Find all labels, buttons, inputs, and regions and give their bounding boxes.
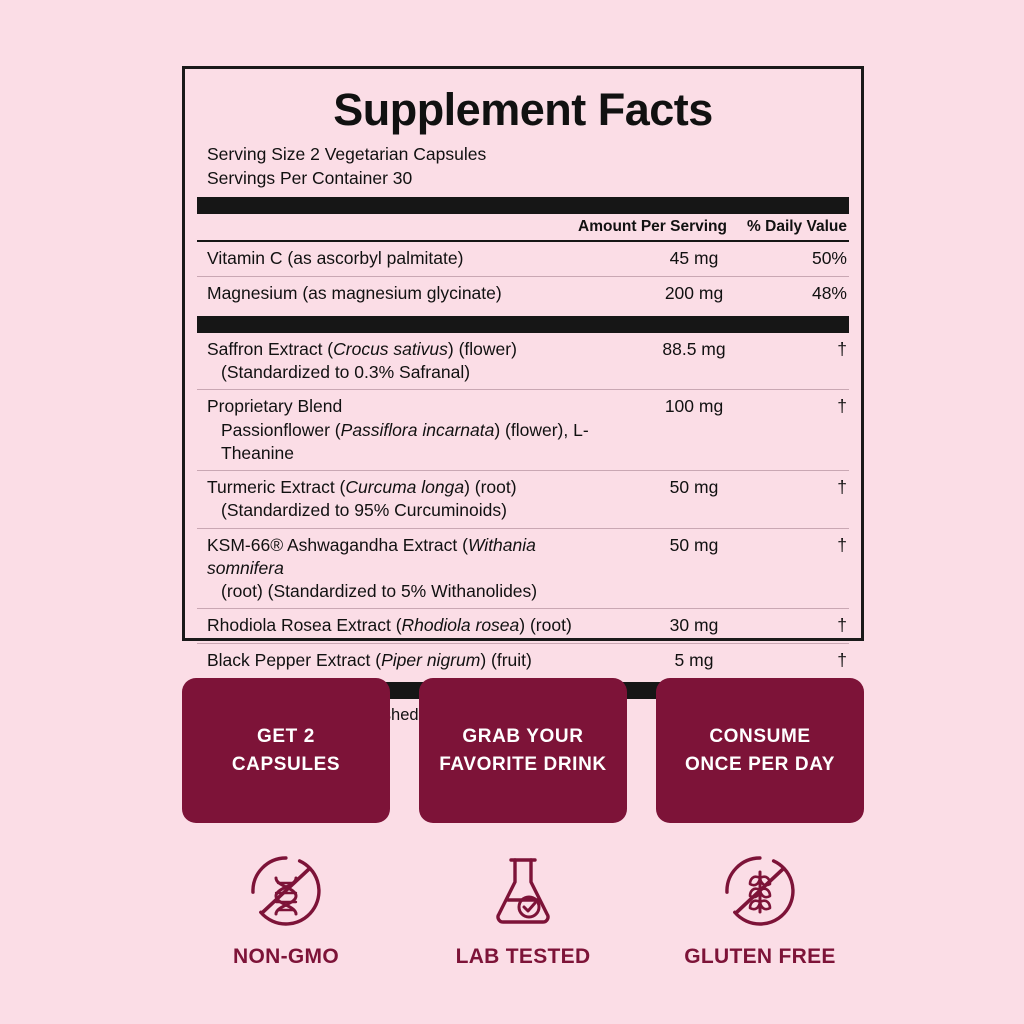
dna-no-entry-icon — [245, 845, 327, 937]
instruction-card-get-capsules — [182, 678, 390, 823]
badge-non-gmo — [182, 845, 390, 969]
instruction-card-text — [232, 723, 340, 778]
supplement-facts-panel — [182, 66, 864, 670]
nutrient-name-suffix: ) (flower) — [447, 338, 517, 359]
latin-name: Piper nigrum — [381, 649, 481, 670]
nutrient-subtext-suffix: ) (flower), L-Theanine — [221, 419, 589, 463]
nutrient-name-part: Black Pepper Extract ( — [207, 649, 382, 670]
nutrient-subtext — [207, 419, 613, 466]
instruction-line-1: GRAB YOUR — [462, 725, 584, 747]
nutrient-amount: 30 mg — [669, 615, 719, 636]
nutrient-name — [207, 534, 619, 604]
nutrient-dv: † — [837, 396, 847, 417]
nutrient-subtext: (Standardized to 0.3% Safranal) — [221, 362, 471, 383]
nutrient-name-part: Rhodiola Rosea Extract ( — [207, 615, 402, 636]
nutrient-name-suffix: ) (fruit) — [480, 649, 532, 670]
amount-per-serving-header: Amount Per Serving — [578, 218, 727, 236]
instruction-card-consume-daily — [656, 678, 864, 823]
table-row — [197, 242, 849, 275]
instruction-line-1: CONSUME — [709, 725, 811, 747]
instruction-card-text — [439, 723, 606, 778]
table-row — [197, 529, 849, 609]
badge-lab-tested — [419, 845, 627, 969]
latin-name: Passiflora incarnata — [340, 419, 495, 440]
latin-name: Curcuma longa — [345, 477, 465, 498]
nutrient-name: Vitamin C (as ascorbyl palmitate) — [207, 248, 464, 269]
nutrient-dv: 50% — [811, 248, 847, 269]
table-row — [197, 277, 849, 310]
nutrient-subtext: (Standardized to 95% Curcuminoids) — [221, 500, 507, 521]
nutrient-name-part: Saffron Extract ( — [207, 338, 334, 359]
nutrient-subtext: (root) (Standardized to 5% Withanolides) — [221, 581, 538, 602]
latin-name: Withania somnifera — [207, 534, 536, 578]
nutrient-name — [207, 338, 619, 385]
latin-name: Rhodiola rosea — [401, 615, 520, 636]
nutrient-dv: † — [837, 338, 847, 359]
nutrient-name — [207, 395, 619, 465]
nutrient-name — [207, 614, 619, 637]
servings-per-container-text: Servings Per Container 30 — [207, 168, 413, 189]
column-headers — [197, 214, 849, 240]
nutrient-name: Magnesium (as magnesium glycinate) — [207, 282, 502, 303]
instruction-card-grab-drink — [419, 678, 627, 823]
table-row — [197, 609, 849, 642]
nutrient-subtext-prefix: Passionflower ( — [221, 419, 341, 440]
nutrient-amount: 200 mg — [664, 282, 724, 303]
instruction-line-2: ONCE PER DAY — [684, 753, 836, 775]
nutrient-name-part: Proprietary Blend — [207, 396, 343, 417]
divider-bar-middle — [197, 316, 849, 333]
nutrient-dv: † — [837, 649, 847, 670]
badge-label: GLUTEN FREE — [684, 945, 836, 968]
nutrient-amount: 50 mg — [669, 534, 719, 555]
nutrient-dv: 48% — [811, 282, 847, 303]
nutrient-dv: † — [837, 477, 847, 498]
nutrient-name — [207, 649, 619, 672]
badge-label: NON-GMO — [233, 945, 339, 968]
nutrient-dv: † — [837, 534, 847, 555]
daily-value-header: % Daily Value — [747, 218, 847, 236]
instruction-line-1: GET 2 — [257, 725, 315, 747]
nutrient-amount: 88.5 mg — [662, 338, 726, 359]
nutrient-name-part: Turmeric Extract ( — [207, 477, 346, 498]
nutrient-amount: 45 mg — [669, 248, 719, 269]
serving-size-text: Serving Size 2 Vegetarian Capsules — [207, 144, 487, 164]
nutrient-amount: 100 mg — [664, 396, 724, 417]
instruction-line-2: CAPSULES — [231, 753, 341, 775]
instruction-cards — [182, 678, 864, 823]
badge-gluten-free — [656, 845, 864, 969]
page-title: Supplement Facts — [333, 84, 713, 135]
nutrient-amount: 50 mg — [669, 477, 719, 498]
table-row — [197, 471, 849, 528]
flask-check-icon — [482, 845, 564, 937]
instruction-line-2: FAVORITE DRINK — [439, 753, 607, 775]
trust-badges — [182, 845, 864, 969]
table-row — [197, 644, 849, 677]
nutrient-amount: 5 mg — [674, 649, 714, 670]
nutrient-dv: † — [837, 615, 847, 636]
nutrient-name-part: KSM-66® Ashwagandha Extract ( — [207, 534, 468, 555]
nutrient-name-suffix: ) (root) — [464, 477, 517, 498]
nutrient-name-suffix: ) (root) — [519, 615, 572, 636]
table-row — [197, 333, 849, 390]
wheat-no-entry-icon — [719, 845, 801, 937]
badge-label: LAB TESTED — [455, 945, 591, 968]
instruction-card-text — [685, 723, 835, 778]
latin-name: Crocus sativus — [333, 338, 448, 359]
divider-bar-top — [197, 197, 849, 214]
nutrient-name — [207, 476, 619, 523]
table-row — [197, 390, 849, 470]
